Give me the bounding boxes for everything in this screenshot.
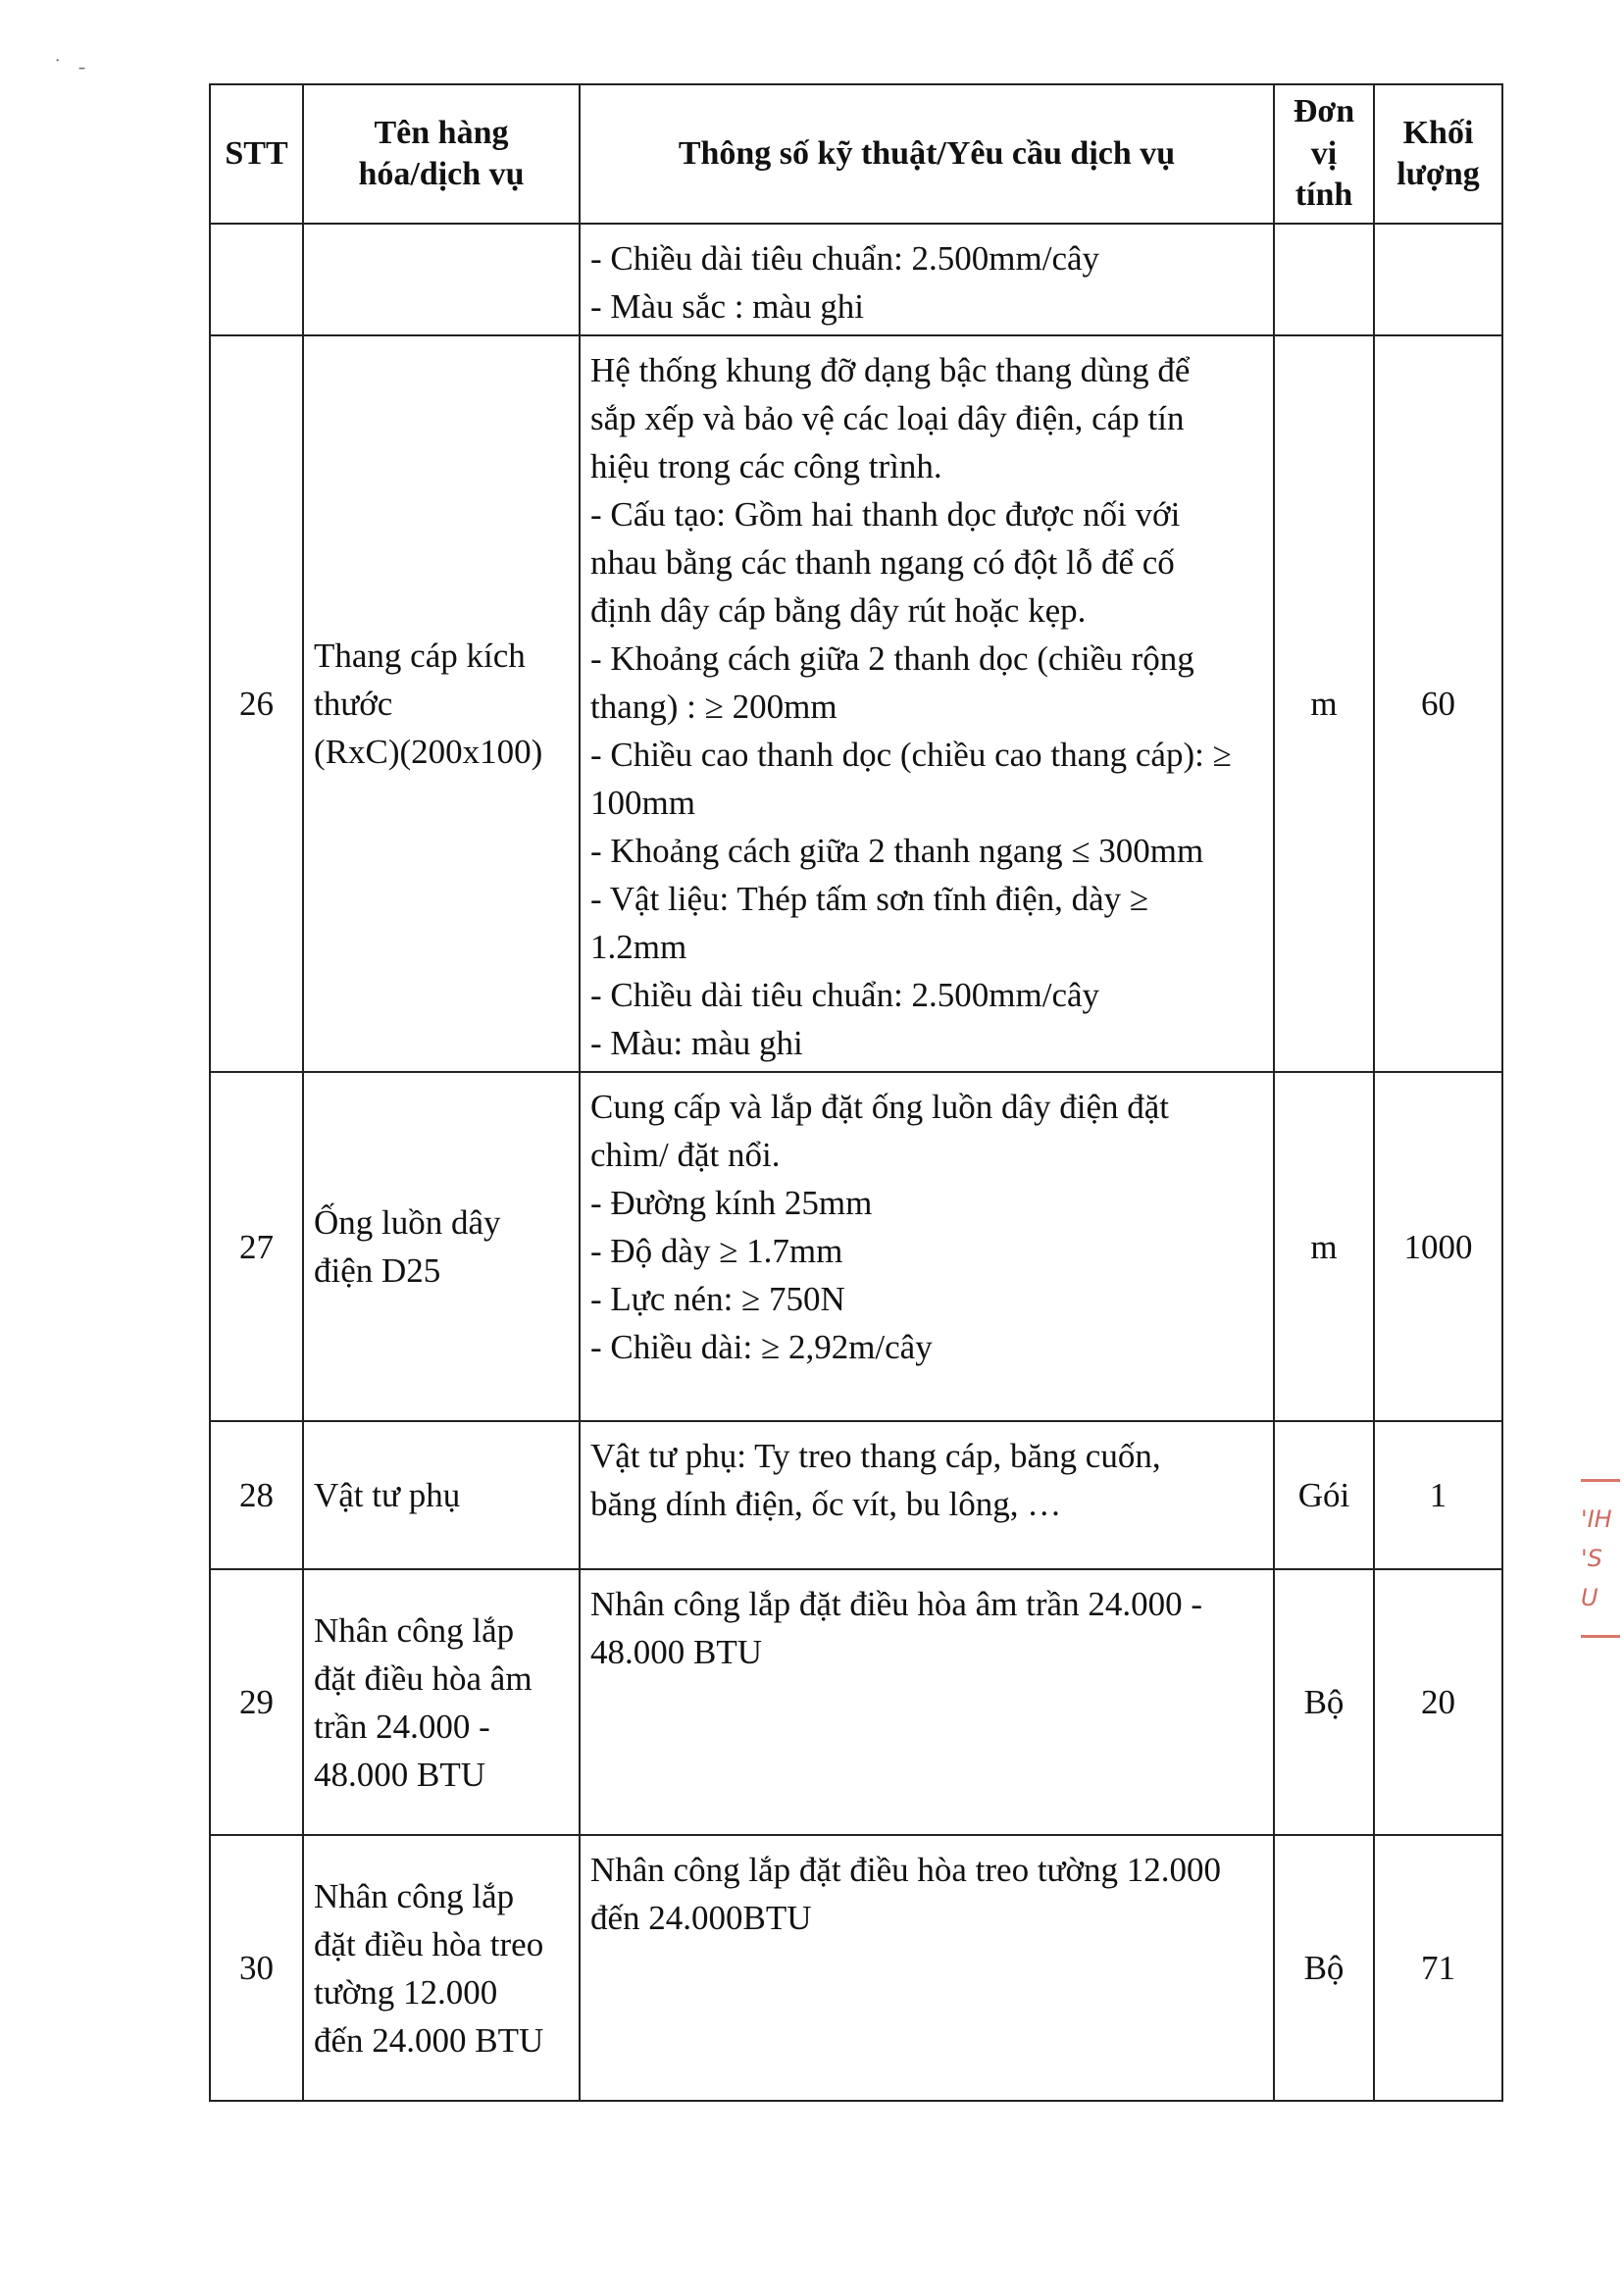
cell-stt: 27 [210,1072,303,1421]
spec-line: - Khoảng cách giữa 2 thanh ngang ≤ 300mm [590,832,1204,870]
spec-line: Nhân công lắp đặt điều hòa treo tường 12.000 [590,1851,1222,1889]
cell-unit: Gói [1274,1421,1374,1569]
name-line: Nhân công lắp [314,1876,515,1915]
name-line: thước [314,685,393,723]
spec-line: - Chiều dài: ≥ 2,92m/cây [590,1328,933,1366]
spec-line: đến 24.000BTU [590,1899,812,1937]
cell-name [303,224,580,335]
stamp-bar [1581,1635,1620,1638]
header-unit-line-2: vị [1310,134,1338,172]
spec-line: hiệu trong các công trình. [590,447,942,485]
table-row-continuation [210,224,1502,335]
spec-line: 48.000 BTU [590,1633,762,1671]
cell-unit: Bộ [1274,1569,1374,1835]
cell-unit: Bộ [1274,1835,1374,2101]
cell-spec [580,1072,1274,1421]
header-qty-line-1: Khối [1402,114,1474,151]
table-row-29 [210,1569,1502,1835]
spec-line: Vật tư phụ: Ty treo thang cáp, băng cuốn, [590,1437,1161,1475]
header-stt: STT [210,84,303,224]
name-line: đến 24.000 BTU [314,2020,544,2060]
header-spec: Thông số kỹ thuật/Yêu cầu dịch vụ [580,84,1274,224]
spec-line: Cung cấp và lắp đặt ống luồn dây điện đặt [590,1088,1169,1126]
name-line: tường 12.000 [314,1972,498,2012]
table-row-26 [210,335,1502,1072]
spec-line: thang) : ≥ 200mm [590,688,837,726]
spec-line: nhau bằng các thanh ngang có đột lỗ để cố [590,543,1175,582]
name-line: Nhân công lắp [314,1610,515,1650]
table-row-30 [210,1835,1502,2101]
spec-line: - Chiều dài tiêu chuẩn: 2.500mm/cây [590,976,1100,1014]
spec-line: - Độ dày ≥ 1.7mm [590,1232,843,1270]
cell-name [303,1072,580,1421]
cell-spec [580,1835,1274,2101]
name-line: đặt điều hòa treo [314,1924,544,1963]
goods-services-table [209,83,1503,2102]
header-unit-line-1: Đơn [1293,93,1355,130]
cell-stt: 29 [210,1569,303,1835]
spec-line: - Cấu tạo: Gồm hai thanh dọc được nối với [590,495,1181,534]
stamp-text: 'IH [1581,1505,1612,1533]
cell-spec [580,1569,1274,1835]
spec-line: băng dính điện, ốc vít, bu lông, … [590,1485,1062,1523]
red-stamp-fragment [1581,1461,1624,1716]
stamp-text: 'S [1581,1545,1602,1572]
header-name-line-1: Tên hàng [374,114,509,151]
spec-line: - Chiều dài tiêu chuẩn: 2.500mm/cây [590,239,1100,278]
cell-name [303,1421,580,1569]
cell-spec [580,1421,1274,1569]
spec-line: - Vật liệu: Thép tấm sơn tĩnh điện, dày ≥ [590,880,1149,918]
cell-stt: 28 [210,1421,303,1569]
header-name [303,84,580,224]
spec-line: - Khoảng cách giữa 2 thanh dọc (chiều rộng [590,639,1194,678]
name-line: trần 24.000 - [314,1707,490,1746]
name-line: điện D25 [314,1251,441,1290]
spec-line: - Lực nén: ≥ 750N [590,1280,845,1318]
cell-stt: 26 [210,335,303,1072]
table-header-row [210,84,1502,224]
cell-qty: 1000 [1374,1072,1502,1421]
cell-unit [1274,224,1374,335]
header-unit [1274,84,1374,224]
spec-line: chìm/ đặt nổi. [590,1136,781,1174]
stamp-bar [1581,1479,1620,1482]
stamp-text: U [1581,1584,1599,1611]
name-line: 48.000 BTU [314,1755,485,1794]
name-line: Thang cáp kích [314,637,526,675]
scan-specks: ˙ ‐ [54,54,92,78]
cell-unit: m [1274,1072,1374,1421]
header-unit-line-3: tính [1294,177,1353,214]
cell-qty: 1 [1374,1421,1502,1569]
spec-line: - Màu: màu ghi [590,1024,803,1062]
cell-qty: 71 [1374,1835,1502,2101]
cell-name [303,1835,580,2101]
spec-line: định dây cáp bằng dây rút hoặc kẹp. [590,591,1087,630]
cell-qty: 20 [1374,1569,1502,1835]
cell-qty: 60 [1374,335,1502,1072]
spec-line: - Màu sắc : màu ghi [590,287,864,326]
cell-name [303,1569,580,1835]
header-qty-line-2: lượng [1396,156,1480,192]
cell-spec [580,224,1274,335]
header-qty [1374,84,1502,224]
cell-name [303,335,580,1072]
name-line: Vật tư phụ [314,1476,461,1514]
cell-qty [1374,224,1502,335]
spec-line: - Chiều cao thanh dọc (chiều cao thang cáp): ≥ [590,736,1232,774]
name-line: đặt điều hòa âm [314,1658,533,1698]
cell-stt: 30 [210,1835,303,2101]
spec-line: Nhân công lắp đặt điều hòa âm trần 24.000 - [590,1585,1202,1623]
spec-line: sắp xếp và bảo vệ các loại dây điện, cáp tín [590,399,1185,437]
spec-line: - Đường kính 25mm [590,1184,873,1222]
table-row-27 [210,1072,1502,1421]
cell-stt [210,224,303,335]
cell-spec [580,335,1274,1072]
name-line: (RxC)(200x100) [314,733,543,771]
spec-line: 1.2mm [590,928,687,966]
spec-line: 100mm [590,784,695,822]
spec-line: Hệ thống khung đỡ dạng bậc thang dùng để [590,351,1191,389]
table-row-28 [210,1421,1502,1569]
name-line: Ống luồn dây [314,1203,501,1242]
cell-unit: m [1274,335,1374,1072]
header-name-line-2: hóa/dịch vụ [358,156,525,192]
